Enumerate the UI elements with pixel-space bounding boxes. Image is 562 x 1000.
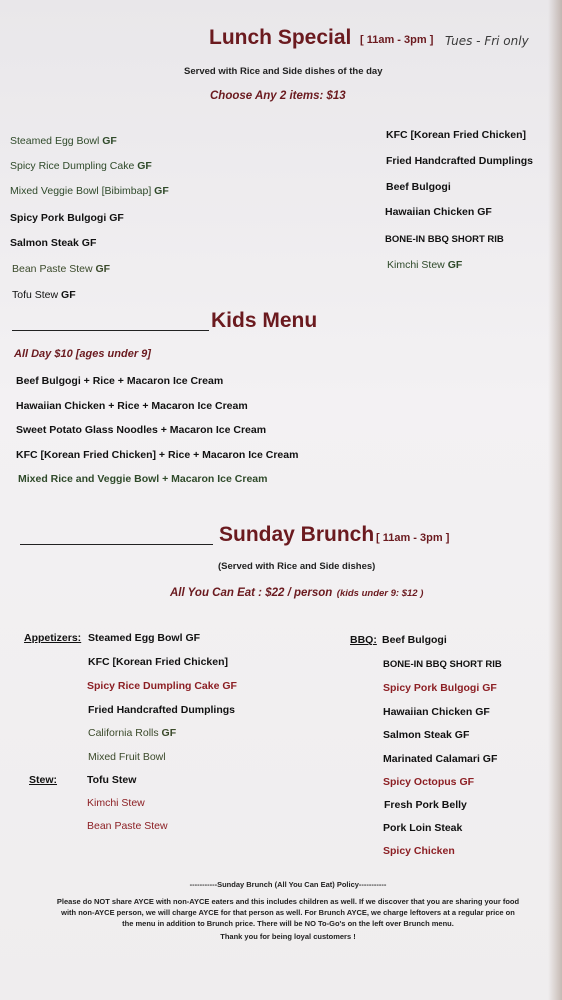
- brunch-bbq-item: Pork Loin Steak: [383, 822, 463, 834]
- brunch-bbq-item: Spicy Pork Bulgogi GF: [383, 682, 497, 694]
- brunch-bbq-label: BBQ:: [350, 634, 377, 646]
- brunch-ayce-price: All You Can Eat : $22 / person (kids under 9: $12 ): [170, 587, 424, 599]
- lunch-served-note: Served with Rice and Side dishes of the day: [184, 66, 383, 77]
- lunch-left-item: Steamed Egg Bowl GF: [10, 135, 117, 147]
- kids-title: Kids Menu: [211, 309, 318, 332]
- brunch-bbq-item: Spicy Octopus GF: [383, 776, 475, 788]
- brunch-stew-label: Stew:: [29, 774, 58, 786]
- brunch-stew-item: Kimchi Stew: [87, 797, 145, 809]
- kids-item: Sweet Potato Glass Noodles + Macaron Ice Cream: [16, 424, 267, 436]
- lunch-right-item: Hawaiian Chicken GF: [385, 206, 492, 218]
- brunch-appetizer-item: Mixed Fruit Bowl: [88, 751, 166, 763]
- lunch-left-item: Salmon Steak GF: [10, 237, 97, 249]
- brunch-appetizer-item: Steamed Egg Bowl GF: [88, 632, 201, 644]
- brunch-appetizer-item: California Rolls GF: [88, 727, 177, 739]
- lunch-title: Lunch Special: [209, 26, 352, 49]
- policy-thanks: Thank you for being loyal customers !: [220, 932, 356, 941]
- brunch-title-rule: [20, 544, 213, 545]
- brunch-bbq-item: Beef Bulgogi: [382, 634, 447, 646]
- brunch-appetizer-item: KFC [Korean Fried Chicken]: [88, 656, 229, 668]
- kids-title-rule: [12, 330, 209, 331]
- brunch-served-note: (Served with Rice and Side dishes): [218, 561, 376, 572]
- brunch-appetizer-item: Spicy Rice Dumpling Cake GF: [87, 680, 237, 692]
- brunch-hours: [ 11am - 3pm ]: [376, 532, 450, 544]
- brunch-title: Sunday Brunch: [219, 523, 375, 546]
- lunch-hours: [ 11am - 3pm ]: [360, 34, 434, 46]
- lunch-handwritten-note: Tues - Fri only: [445, 34, 529, 48]
- brunch-stew-item: Bean Paste Stew: [87, 820, 168, 832]
- policy-line: with non-AYCE person, we will charge AYCE for that person as well. For Brunch AYCE, we charge leftovers at a regular price on: [61, 908, 515, 917]
- lunch-left-item: Mixed Veggie Bowl [Bibimbap] GF: [10, 185, 169, 197]
- lunch-left-item: Spicy Rice Dumpling Cake GF: [10, 160, 152, 172]
- lunch-right-item: BONE-IN BBQ SHORT RIB: [385, 234, 504, 245]
- brunch-bbq-item: Spicy Chicken: [383, 845, 455, 857]
- brunch-bbq-item: Fresh Pork Belly: [384, 799, 467, 811]
- kids-item: Hawaiian Chicken + Rice + Macaron Ice Cream: [16, 400, 248, 412]
- lunch-choose-price: Choose Any 2 items: $13: [210, 90, 346, 102]
- brunch-appetizer-item: Fried Handcrafted Dumplings: [88, 704, 236, 716]
- brunch-bbq-item: Hawaiian Chicken GF: [383, 706, 490, 718]
- brunch-bbq-item: BONE-IN BBQ SHORT RIB: [383, 659, 502, 670]
- page-edge-shadow: [548, 0, 562, 1000]
- lunch-right-item: KFC [Korean Fried Chicken]: [386, 129, 527, 141]
- brunch-appetizers-label: Appetizers:: [24, 632, 82, 644]
- lunch-right-item: Beef Bulgogi: [386, 181, 451, 193]
- lunch-right-item: Fried Handcrafted Dumplings: [386, 155, 534, 167]
- policy-line: Please do NOT share AYCE with non-AYCE eaters and this includes children as well. If we discover that you are sharing your food: [56, 897, 520, 906]
- kids-item: Beef Bulgogi + Rice + Macaron Ice Cream: [16, 375, 224, 387]
- kids-item: KFC [Korean Fried Chicken] + Rice + Macaron Ice Cream: [16, 449, 299, 461]
- policy-line: the menu in addition to Brunch price. There will be NO To-Go's on the left over Brunch menu.: [122, 919, 454, 928]
- policy-heading: -----------Sunday Brunch (All You Can Eat) Policy-----------: [189, 880, 387, 889]
- lunch-right-item: Kimchi Stew GF: [387, 259, 463, 271]
- brunch-stew-item: Tofu Stew: [87, 774, 137, 786]
- brunch-bbq-item: Marinated Calamari GF: [383, 753, 498, 765]
- kids-price-line: All Day $10 [ages under 9]: [14, 348, 151, 360]
- lunch-left-item: Bean Paste Stew GF: [12, 263, 111, 275]
- brunch-bbq-item: Salmon Steak GF: [383, 729, 470, 741]
- kids-item: Mixed Rice and Veggie Bowl + Macaron Ice Cream: [18, 473, 268, 485]
- lunch-left-item: Spicy Pork Bulgogi GF: [10, 212, 124, 224]
- lunch-left-item: Tofu Stew GF: [12, 289, 76, 301]
